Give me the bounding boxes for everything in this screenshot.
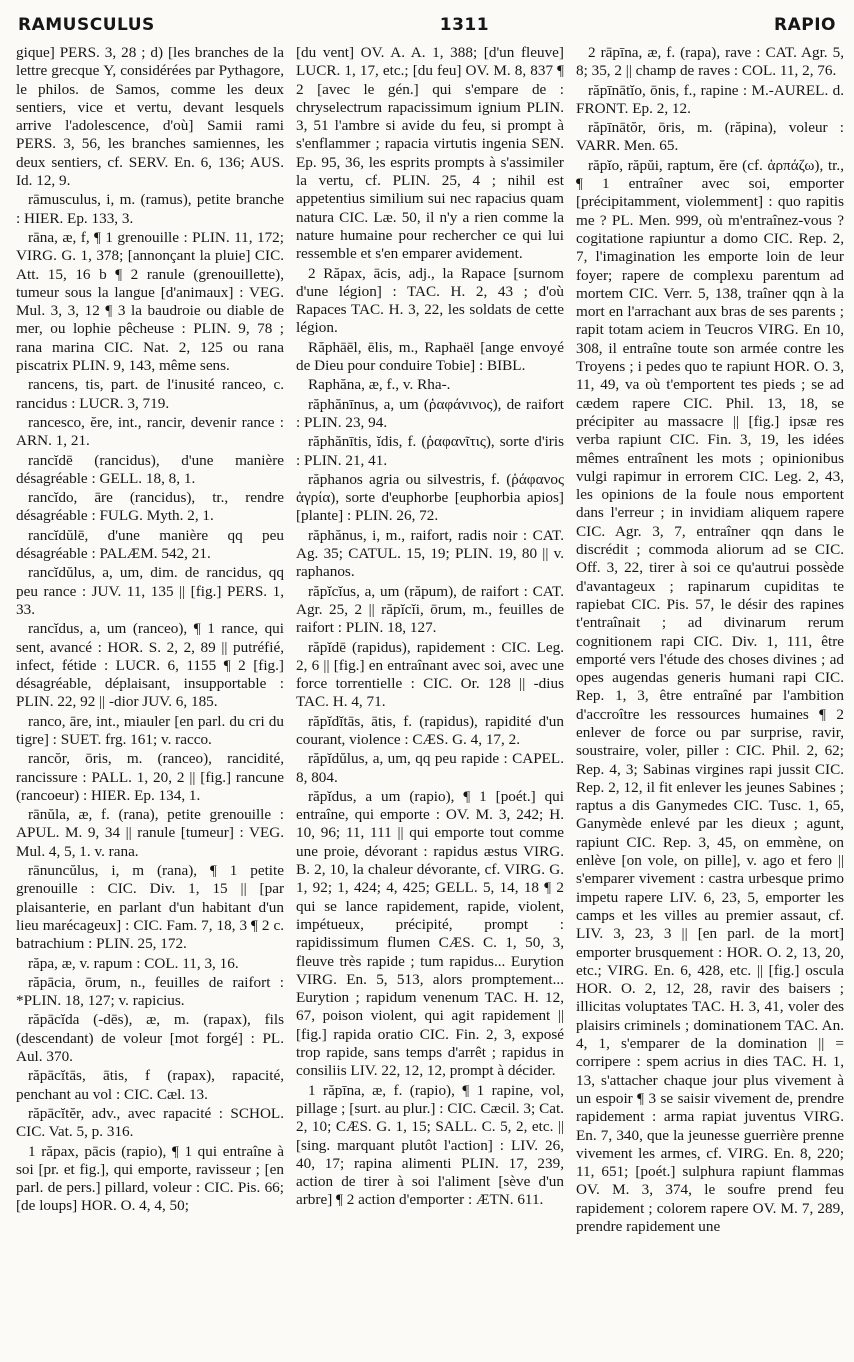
entry: răpācĭda (-dēs), æ, m. (rapax), fils (descendant) de voleur [mot forgé] : PL. Aul. 370. xyxy=(16,1011,284,1066)
header-right-word: RAPIO xyxy=(774,15,836,35)
header-left-word: RAMUSCULUS xyxy=(18,15,155,35)
column-3 xyxy=(576,44,844,1356)
entry: 2 Răpax, ācis, adj., la Rapace [surnom d'une légion] : TAC. H. 2, 43 ; d'où Rapaces TAC. H. 3, 22, les soldats de cette légion. xyxy=(296,264,564,337)
entry: răpīnātĭo, ōnis, f., rapine : M.-AUREL. d. FRONT. Ep. 2, 12. xyxy=(576,81,844,117)
entry: răpĭdus, a um (rapio), ¶ 1 [poét.] qui entraîne, qui emporte : OV. M. 3, 242; H. 10, 96; 11, 111 || qui emporte tout comme une proie, dévorant : rapidus æstus VIRG. B. 2, 10, la chaleur dévorante, cf. VIRG. G. 1, 92; 1, 424; 4, 425; GELL. 5, 14, 18 ¶ 2 qui se lance rapidement, rapide, violent, impétueux, précipité, prompt : rapidissimum flumen CÆS. C. 1, 50, 3, fleuve très rapide ; tum rapidus... Eurytion VIRG. En. 5, 513, alors promptement... Eurytion ; rapidum venenum TAC. H. 12, 67, poison violent, qui agit rapidement || [fig.] rapida oratio CIC. Fin. 2, 3, exposé trop rapide, sans temps d'arrêt ; rapidus in consiliis LIV. 22, 12, 12, prompt à décider. xyxy=(296,787,564,1080)
entry: răpācĭtās, ātis, f (rapax), rapacité, penchant au vol : CIC. Cæl. 13. xyxy=(16,1067,284,1103)
entry: ranco, āre, int., miauler [en parl. du cri du tigre] : SUET. frg. 161; v. racco. xyxy=(16,712,284,748)
entry: rancŏr, ōris, m. (ranceo), rancidité, rancissure : PALL. 1, 20, 2 || [fig.] rancune (rancoeur) : HIER. Ep. 134, 1. xyxy=(16,750,284,804)
entry: rancĭdo, āre (rancidus), tr., rendre désagréable : FULG. Myth. 2, 1. xyxy=(16,489,284,525)
entry: rancens, tis, part. de l'inusité ranceo, c. rancidus : LUCR. 3, 719. xyxy=(16,376,284,412)
entry: rāmusculus, i, m. (ramus), petite branche : HIER. Ep. 133, 3. xyxy=(16,191,284,227)
entry: răpācia, ōrum, n., feuilles de raifort : *PLIN. 18, 127; v. rapicius. xyxy=(16,973,284,1010)
running-header xyxy=(18,12,836,38)
entry: răpĭdĭtās, ātis, f. (rapidus), rapidité d'un courant, violence : CÆS. G. 4, 17, 2. xyxy=(296,712,564,748)
entry: răpa, æ, v. rapum : COL. 11, 3, 16. xyxy=(28,954,239,972)
entry: rānuncŭlus, i, m (rana), ¶ 1 petite grenouille : CIC. Div. 1, 15 || [par plaisanterie, en parlant d'un habitant d'un lieu marécageux] : CIC. Fam. 7, 18, 3 ¶ 2 c. batrachium : PLIN. 25, 172. xyxy=(16,862,284,953)
entry: gique] PERS. 3, 28 ; d) [les branches de la lettre grecque Υ, considérées par Pythagore, le philos. de Samos, comme les deux sentiers, vice et vertu, devant lesquels arrive l'adolescence, d'où] Samii rami PERS. 3, 56, les branches samiennes, les deux sentiers, cf. SERV. En. 6, 136; AUS. Id. 12, 9. xyxy=(16,44,284,190)
entry: 2 rāpīna, æ, f. (rapa), rave : CAT. Agr. 5, 8; 35, 2 || champ de raves : COL. 11, 2, 76. xyxy=(576,44,844,80)
column-2 xyxy=(296,44,564,1356)
entry: răpĭo, răpŭi, raptum, ĕre (cf. ἁρπάζω), tr., ¶ 1 entraîner avec soi, emporter [précipitamment, violemment] : quo rapitis me ? PL. Men. 999, où m'entraînez-vous ? cogitatione rapiuntur a domo CIC. Rep. 2, 7, l'imagination les emporte loin de leur foyer; rapere de complexu parentum ad mortem CIC. Verr. 5, 138, traîner qqn à la mort en l'arrachant aux bras de ses parents ; rapit totam aciem in Teucros VIRG. En 10, 308, il entraîne toute son armée contre les Troyens ; i pedes quo te rapiunt HOR. O. 3, 11, 49, va où t'emportent tes pieds ; se ad cædem rapere CIC. Phil. 13, 18, se précipiter au massacre || [fig.] ipsæ res verba rapiunt CIC. Fin. 3, 19, les idées mêmes entraînent les mots ; opinionibus vulgi rapimur in errorem CIC. Leg. 2, 43, les opinions de la foule nous emportent dans l'erreur ; in invidiam aliquem rapere CIC. Agr. 3, 7, entraîner qqn dans le discrédit ; commoda aliorum ad se CIC. Off. 3, 22, tirer à soi ce qu'autrui possède d'avantageux ; rapinarum cupiditas te rapiebat CIC. Pis. 57, le désir des rapines t'entraînait ; ad divinarum rerum cognitionem rapi CIC. Div. 1, 111, être emporté vers l'étude des choses divines ; ad opes augendas generis humani rapi CIC. Rep. 1, 3, être entraîné par l'ambition d'accroître les ressources humaines ¶ 2 enlever de force ou par surprise, ravir, soustraire, voler, piller : CIC. Phil. 2, 62; Rep. 4, 3; Sabinas virgines rapi jussit CIC. Rep. 2, 12, il fit enlever les jeunes Sabines ; raptus a dis Ganymedes CIC. Tusc. 1, 65, Ganymède enlevé par les dieux ; agunt, rapiunt CIC. Rep. 3, 45, on emmène, on enlève [on vole, on pille], v. ago et fero || s'emparer vivement : castra urbesque primo impetu rapere LIV. 6, 23, 5, emporter les camps et les villes au premier assaut, cf. LIV. 3, 23, 3 || [en parl. de la mort] emporter brusquement : HOR. O. 2, 13, 20, etc.; VIRG. En. 6, 428, etc. || [fig.] oscula HOR. O. 2, 12, 28, ravir des baisers ; illicitas voluptates TAC. H. 3, 41, voler des plaisirs criminels ; dominationem TAC. An. 4, 1, s'emparer de la domination || = corripere : spem acrius in dies TAC. H. 1, 13, s'attacher chaque jour plus vivement à un espoir ¶ 3 se saisir vivement de, prendre rapidement : arma rapiat juventus VIRG. En. 7, 340, que la jeunesse guerrière prenne vivement les armes, cf. VIRG. En. 8, 220; 11, 651; [poét.] sulphura rapiunt flammas OV. M. 3, 374, le soufre prend feu rapidement ; colorem rapere OV. M. 7, 289, prendre rapidement une xyxy=(576,156,844,1235)
entry: răphanos agria ou silvestris, f. (ῥάφανος ἀγρία), sorte d'euphorbe [euphorbia apios] [plante] : PLIN. 26, 72. xyxy=(296,470,564,525)
entry: răpācĭtĕr, adv., avec rapacité : SCHOL. CIC. Vat. 5, p. 316. xyxy=(16,1104,284,1141)
entry: răpĭcĭus, a, um (răpum), de raifort : CAT. Agr. 25, 2 || răpĭcĭi, ōrum, m., feuilles de raifort : PLIN. 18, 127. xyxy=(296,582,564,637)
page-number: 1311 xyxy=(439,15,490,35)
entry: răphănīnus, a, um (ῥαφάνινος), de raifort : PLIN. 23, 94. xyxy=(296,395,564,431)
text-columns xyxy=(16,44,844,1356)
entry: rancĭdus, a, um (ranceo), ¶ 1 rance, qui sent, avancé : HOR. S. 2, 2, 89 || putréfié, infect, fétide : LUCR. 6, 1155 ¶ 2 [fig.] désagréable, déplaisant, insupportable : PLIN. 22, 92 || -dior JUV. 6, 185. xyxy=(16,620,284,711)
entry: răpĭdē (rapidus), rapidement : CIC. Leg. 2, 6 || [fig.] en entraînant avec soi, avec une force torrentielle : CIC. Or. 128 || -dius TAC. H. 4, 71. xyxy=(296,638,564,711)
entry: răpīnātŏr, ōris, m. (răpina), voleur : VARR. Men. 65. xyxy=(576,119,844,155)
entry: 1 răpīna, æ, f. (rapio), ¶ 1 rapine, vol, pillage ; [surt. au plur.] : CIC. Cæcil. 3; Cat. 2, 10; CÆS. G. 1, 15; SALL. C. 5, 2, etc. || [sing. marquant plutôt l'action] : LIV. 26, 40, 17; rapina alimenti PLIN. 17, 239, action de tirer à soi l'aliment [sève d'un arbre] ¶ 2 action d'emporter : ÆTN. 611. xyxy=(296,1081,564,1209)
entry: rānŭla, æ, f. (rana), petite grenouille : APUL. M. 9, 34 || ranule [tumeur] : VEG. Mul. 4, 5, 1. v. rana. xyxy=(16,806,284,860)
entry: rancĭdŭlē, d'une manière qq peu désagréable : PALÆM. 542, 21. xyxy=(16,526,284,563)
entry: 1 răpax, pācis (rapio), ¶ 1 qui entraîne à soi [pr. et fig.], qui emporte, ravisseur ; [en parl. de pers.] pillard, voleur : CIC. Pis. 66; [de loups] HOR. O. 4, 4, 50; xyxy=(16,1142,284,1215)
entry: rāna, æ, f, ¶ 1 grenouille : PLIN. 11, 172; VIRG. G. 1, 378; [annonçant la pluie] CIC. Att. 15, 16 b ¶ 2 ranule (grenouillette), tumeur sous la langue [d'animaux] : VEG. Mul. 3, 3, 12 ¶ 3 la baudroie ou diable de mer, ou lophie pêcheuse : PLIN. 9, 78 ; rana marina CIC. Nat. 2, 125 ou rana piscatrix PLIN. 9, 143, même sens. xyxy=(16,228,284,375)
column-1 xyxy=(16,44,284,1356)
entry: răphănītis, ĭdis, f. (ῥαφανῖτις), sorte d'iris : PLIN. 21, 41. xyxy=(296,433,564,469)
entry: răphănus, i, m., raifort, radis noir : CAT. Ag. 35; CATUL. 15, 19; PLIN. 19, 80 || v. raphanos. xyxy=(296,526,564,581)
entry: rancĭdē (rancidus), d'une manière désagréable : GELL. 18, 8, 1. xyxy=(16,451,284,487)
entry: Raphăna, æ, f., v. Rha-. xyxy=(308,376,451,394)
entry: rancesco, ĕre, int., rancir, devenir rance : ARN. 1, 21. xyxy=(16,413,284,450)
entry: răpĭdŭlus, a, um, qq peu rapide : CAPEL. 8, 804. xyxy=(296,750,564,786)
entry: rancĭdŭlus, a, um, dim. de rancidus, qq peu rance : JUV. 11, 135 || [fig.] PERS. 1, 33. xyxy=(16,564,284,618)
entry: [du vent] OV. A. A. 1, 388; [d'un fleuve] LUCR. 1, 17, etc.; [du feu] OV. M. 8, 837 ¶ 2 [avec le gén.] qui s'empare de : chryselectrum rapacissimum ignium PLIN. 3, 51 l'ambre si avide du feu, si prompt à s'enflammer ; rapacia virtutis ingenia SEN. Ep. 95, 36, les esprits prompts à s'assimiler la vertu, cf. PLIN. 25, 4 ; nihil est appetentius similium sui nec rapacius quam natura CIC. Læ. 50, il n'y a rien comme la nature humaine pour rechercher ce qui lui ressemble et s'en emparer avidement. xyxy=(296,44,564,263)
entry: Răphāēl, ēlis, m., Raphaël [ange envoyé de Dieu pour conduire Tobie] : BIBL. xyxy=(296,338,564,375)
